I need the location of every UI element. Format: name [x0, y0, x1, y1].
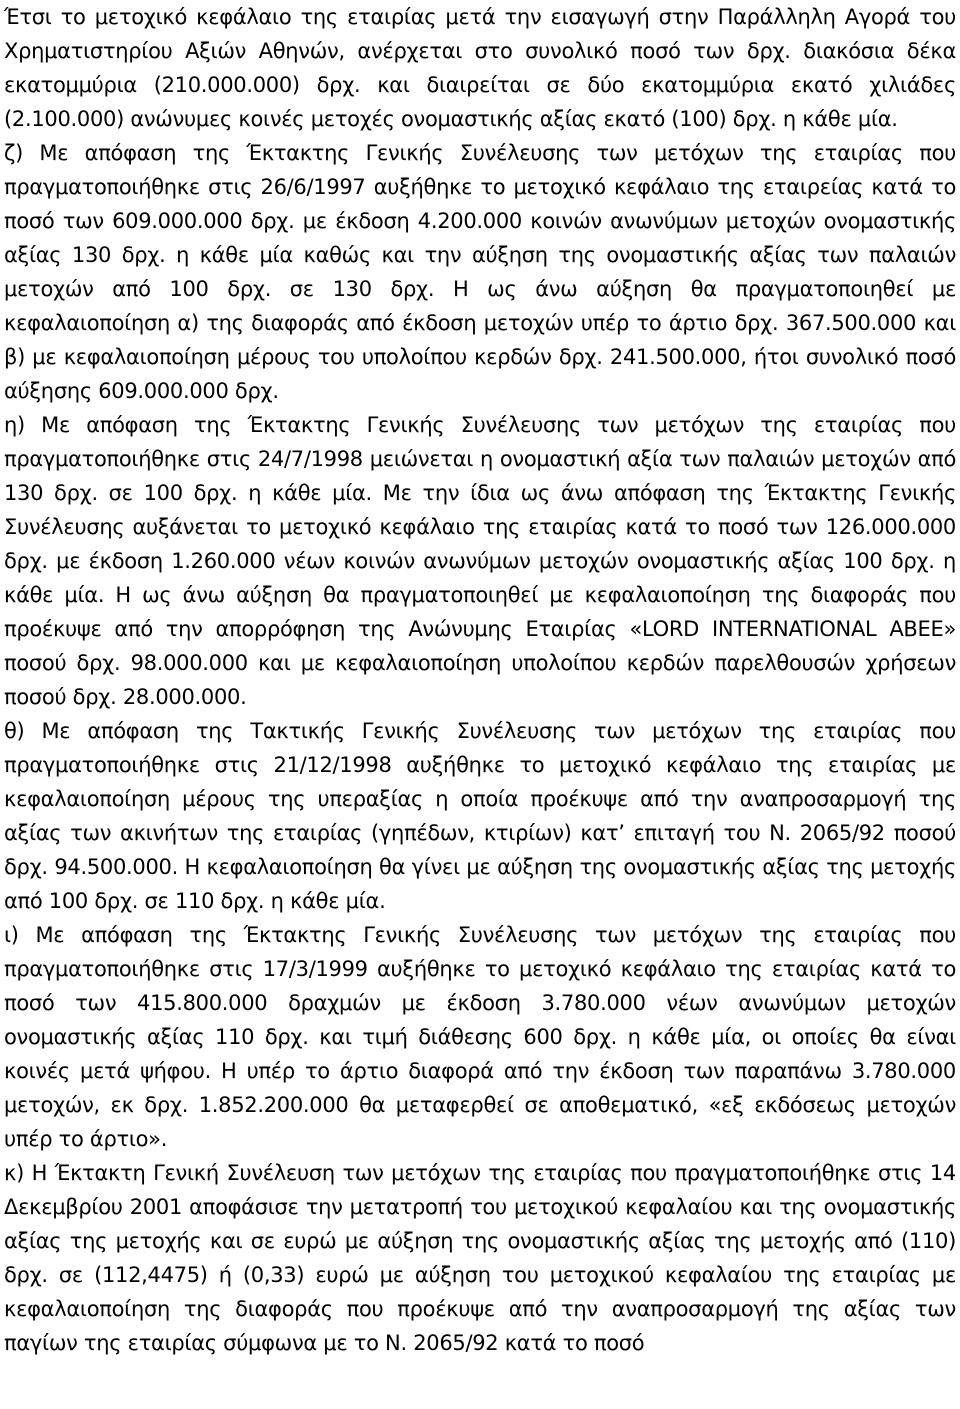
paragraph-eta-1998-reduction: η) Με απόφαση της Έκτακτης Γενικής Συνέλευσης των μετόχων της εταιρίας που πραγματοποιήθηκε στις 24/7/1998 μειώνεται η ονομαστική αξία των παλαιών μετοχών από 130 δρχ. σε 100 δρχ. η κάθε μία. Με την ίδια ως άνω απόφαση της Έκτακτης Γενικής Συνέλευσης αυξάνεται το μετοχικό κεφάλαιο της εταιρίας κατά το ποσό των 126.000.000 δρχ. με έκδοση 1.260.000 νέων κοινών ανωνύμων μετοχών ονομαστικής αξίας 100 δρχ. η κάθε μία. Η ως άνω αύξηση θα πραγματοποιηθεί με κεφαλαιοποίηση της διαφοράς που προέκυψε από την απορρόφηση της Ανώνυμης Εταιρίας «LORD INTERNATIONAL ΑΒΕΕ» ποσού δρχ. 98.000.000 και με κεφαλαιοποίηση υπολοίπου κερδών παρελθουσών χρήσεων ποσού δρχ. 28.000.000.	[4, 413, 956, 709]
paragraph-theta-1998-revaluation: θ) Με απόφαση της Τακτικής Γενικής Συνέλευσης των μετόχων της εταιρίας που πραγματοποιήθηκε στις 21/12/1998 αυξήθηκε το μετοχικό κεφάλαιο της εταιρίας με κεφαλαιοποίηση μέρους της υπεραξίας η οποία προέκυψε από την αναπροσαρμογή της αξίας των ακινήτων της εταιρίας (γηπέδων, κτιρίων) κατ’ επιταγή του Ν. 2065/92 ποσού δρχ. 94.500.000. Η κεφαλαιοποίηση θα γίνει με αύξηση της ονομαστικής αξίας της μετοχής από 100 δρχ. σε 110 δρχ. η κάθε μία.	[4, 719, 956, 913]
paragraph-iota-1999-increase: ι) Με απόφαση της Έκτακτης Γενικής Συνέλευσης των μετόχων της εταιρίας που πραγματοποιήθηκε στις 17/3/1999 αυξήθηκε το μετοχικό κεφάλαιο της εταιρίας κατά το ποσό των 415.800.000 δραχμών με έκδοση 3.780.000 νέων ανωνύμων μετοχών ονομαστικής αξίας 110 δρχ. και τιμή διάθεσης 600 δρχ. η κάθε μία, οι οποίες θα είναι κοινές μετά ψήφου. Η υπέρ το άρτιο διαφορά από την έκδοση των παραπάνω 3.780.000 μετοχών, εκ δρχ. 1.852.200.000 θα μεταφερθεί σε αποθεματικό, «εξ εκδόσεως μετοχών υπέρ το άρτιο».	[4, 923, 956, 1151]
paragraph-capital-summary: Έτσι το μετοχικό κεφάλαιο της εταιρίας μετά την εισαγωγή στην Παράλληλη Αγορά του Χρηματιστηρίου Αξιών Αθηνών, ανέρχεται στο συνολικό ποσό των δρχ. διακόσια δέκα εκατομμύρια (210.000.000) δρχ. και διαιρείται σε δύο εκατομμύρια εκατό χιλιάδες (2.100.000) ανώνυμες κοινές μετοχές ονομαστικής αξίας εκατό (100) δρχ. η κάθε μία.	[4, 5, 956, 131]
paragraph-zeta-1997-increase: ζ) Με απόφαση της Έκτακτης Γενικής Συνέλευσης των μετόχων της εταιρίας που πραγματοποιήθηκε στις 26/6/1997 αυξήθηκε το μετοχικό κεφάλαιο της εταιρείας κατά το ποσό των 609.000.000 δρχ. με έκδοση 4.200.000 κοινών ανωνύμων μετοχών ονομαστικής αξίας 130 δρχ. η κάθε μία καθώς και την αύξηση της ονομαστικής αξίας των παλαιών μετοχών από 100 δρχ. σε 130 δρχ. Η ως άνω αύξηση θα πραγματοποιηθεί με κεφαλαιοποίηση α) της διαφοράς από έκδοση μετοχών υπέρ το άρτιο δρχ. 367.500.000 και β) με κεφαλαιοποίηση μέρους του υπολοίπου κερδών δρχ. 241.500.000, ήτοι συνολικό ποσό αύξησης 609.000.000 δρχ.	[4, 141, 956, 403]
paragraph-kappa-2001-euro-conversion: κ) Η Έκτακτη Γενική Συνέλευση των μετόχων της εταιρίας που πραγματοποιήθηκε στις 14 Δεκεμβρίου 2001 αποφάσισε την μετατροπή του μετοχικού κεφαλαίου και της ονομαστικής αξίας της μετοχής και σε ευρώ με αύξηση της ονομαστικής αξίας της μετοχής από (110) δρχ. σε (112,4475) ή (0,33) ευρώ με αύξηση του μετοχικού κεφαλαίου της εταιρίας με κεφαλαιοποίηση της διαφοράς που προέκυψε από την αναπροσαρμογή της αξίας των παγίων της εταιρίας σύμφωνα με το Ν. 2065/92 κατά το ποσό	[4, 1161, 956, 1355]
